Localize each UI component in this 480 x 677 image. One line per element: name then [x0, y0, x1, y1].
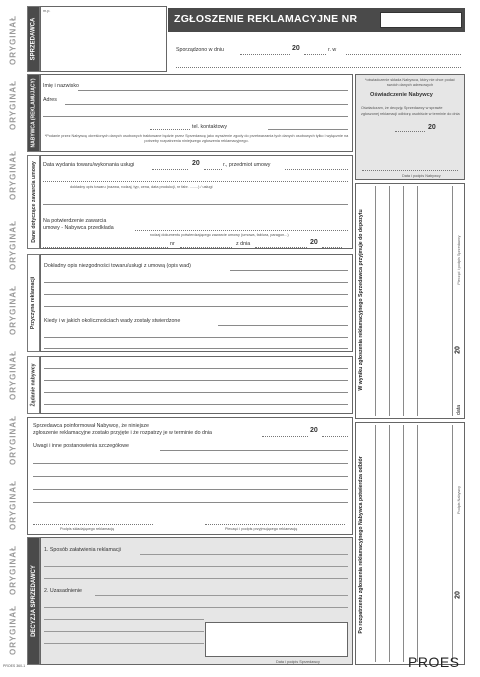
proof-nr-field[interactable]	[180, 247, 232, 248]
defect-when-label: Kiedy i w jakich okolicznościach wady zostały stwierdzone	[44, 318, 181, 324]
demand-line[interactable]	[44, 368, 348, 369]
proof-hint: rodzaj dokumentu potwierdzającego zawarcie umowy (umowa, faktura, paragon...)	[150, 233, 289, 237]
decision-line[interactable]	[44, 619, 204, 620]
defect-desc-field[interactable]	[230, 270, 348, 271]
original-mark: ORYGINAŁ	[8, 545, 18, 595]
declaration-note: *oświadczenie składa Nabywca, który nie chce podać swoich danych adresowych	[365, 78, 455, 87]
declaration-title: Oświadczenie Nabywcy	[370, 92, 433, 98]
drafted-place-field-2[interactable]	[176, 67, 461, 68]
pickup-line[interactable]	[403, 425, 404, 662]
form-title: ZGŁOSZENIE REKLAMACYJNE NR	[174, 13, 358, 25]
declaration-date-field[interactable]	[395, 131, 425, 132]
decision-line[interactable]	[44, 607, 348, 608]
original-mark: ORYGINAŁ	[8, 80, 18, 130]
drafted-place-field[interactable]	[346, 54, 461, 55]
drafted-date-label: Sporządzono w dniu	[176, 47, 224, 53]
declaration-box	[355, 74, 465, 180]
drafted-year-field[interactable]	[304, 54, 326, 55]
defect-when-field[interactable]	[218, 325, 348, 326]
buyer-address-field-2[interactable]	[43, 116, 348, 117]
deposit-sign-label: Pieczęć i podpis Sprzedawcy	[457, 235, 461, 285]
decision-line[interactable]	[44, 631, 204, 632]
buyer-address-field[interactable]	[65, 104, 348, 105]
defect-desc-label: Dokładny opis niezgodności towaru/usługi z umową (opis wad)	[44, 263, 191, 269]
acceptance-year-prefix: 20	[310, 427, 318, 434]
demand-box	[40, 356, 353, 414]
receiver-sign-label: Pieczęć i podpis przyjmującego reklamację	[225, 527, 298, 531]
buyer-name-label: Imię i nazwisko	[43, 83, 79, 89]
deposit-year-prefix: 20	[454, 346, 462, 354]
delivery-year-prefix: 20	[192, 160, 200, 167]
subject-label: r., przedmiot umowy	[223, 162, 271, 168]
original-mark: ORYGINAŁ	[8, 285, 18, 335]
remarks-line[interactable]	[33, 476, 348, 477]
remarks-label: Uwagi i inne postanowienia szczegółowe	[33, 443, 129, 449]
declaration-text: Oświadczam, że decyzję Sprzedawcy w sprawie zgłoszonej reklamacji odbiorę osobiście w terminie do dnia	[361, 106, 460, 116]
defect-when-line[interactable]	[44, 348, 348, 349]
deposit-line[interactable]	[375, 186, 376, 416]
place-label: r. w	[328, 47, 337, 53]
decision-line[interactable]	[44, 578, 348, 579]
declaration-sign-field[interactable]	[362, 170, 458, 171]
demand-line[interactable]	[44, 380, 348, 381]
proof-label-2: umowy - Nabywca przedkłada	[43, 225, 114, 231]
original-mark: ORYGINAŁ	[8, 150, 18, 200]
seller-info-line2: zgłoszenie reklamacyjne zostało przyjęte i że rozpatrzy je w terminie do dnia	[33, 430, 212, 436]
original-mark: ORYGINAŁ	[8, 480, 18, 530]
decision-sign-box[interactable]	[205, 622, 348, 657]
decision-line[interactable]	[44, 566, 348, 567]
proof-field[interactable]	[135, 230, 348, 231]
buyer-phone-field-2[interactable]	[268, 129, 348, 130]
pickup-sign-line[interactable]	[452, 425, 453, 662]
proof-nr-label: nr	[170, 241, 175, 247]
deposit-sign-line[interactable]	[452, 186, 453, 416]
buyer-name-field[interactable]	[78, 90, 348, 91]
decision-item-1: 1. Sposób załatwienia reklamacji	[44, 547, 121, 553]
decision-item2-field[interactable]	[95, 595, 348, 596]
deposit-line[interactable]	[417, 186, 418, 416]
seller-section-label: SPRZEDAWCA	[27, 6, 40, 72]
buyer-phone-field[interactable]	[150, 129, 190, 130]
subject-field[interactable]	[285, 169, 348, 170]
pickup-line[interactable]	[417, 425, 418, 662]
remarks-line[interactable]	[33, 463, 348, 464]
pickup-year-prefix: 20	[454, 591, 462, 599]
original-mark: ORYGINAŁ	[8, 15, 18, 65]
form-code: PROES 360-1	[3, 664, 26, 668]
remarks-field[interactable]	[160, 450, 348, 451]
description-field[interactable]	[43, 204, 348, 205]
original-mark: ORYGINAŁ	[8, 415, 18, 465]
stamp-label: m.p.	[43, 9, 51, 13]
decision-item-2: 2. Uzasadnienie	[44, 588, 82, 594]
defect-section-label: Przyczyna reklamacji	[27, 254, 40, 352]
defect-when-line[interactable]	[44, 337, 348, 338]
complainant-sign-field[interactable]	[33, 524, 153, 525]
buyer-address-label: Adres	[43, 97, 57, 103]
buyer-phone-label: tel. kontaktowy	[192, 124, 228, 130]
delivery-date-label: Data wydania towaru/wykonania usługi	[43, 162, 135, 168]
demand-section-label: Żądanie nabywcy	[27, 356, 40, 414]
seller-info-line1: Sprzedawca poinformował Nabywcę, że niniejsze	[33, 423, 149, 429]
decision-sign-label: Data i podpis Sprzedawcy	[276, 660, 320, 664]
deposit-box	[355, 183, 465, 419]
description-hint: dokładny opis towaru (nazwa, rodzaj, typ, cena, data produkcji, nr fabr. ........) / usługi	[70, 185, 213, 189]
demand-line[interactable]	[44, 392, 348, 393]
remarks-line[interactable]	[33, 489, 348, 490]
deposit-date-label: data	[456, 404, 462, 416]
decision-item1-field[interactable]	[140, 554, 348, 555]
proof-date-field[interactable]	[255, 247, 307, 248]
deposit-line[interactable]	[403, 186, 404, 416]
pickup-line[interactable]	[389, 425, 390, 662]
defect-desc-line[interactable]	[44, 306, 348, 307]
deposit-text: W wyniku zgłoszenia reklamacyjnego Sprzedawca przyjmuje do depozytu	[358, 209, 364, 391]
pickup-sign-label: Podpis Nabywcy	[457, 485, 461, 515]
decision-section-label: DECYZJA SPRZEDAWCY	[27, 537, 40, 665]
form-number-field[interactable]	[380, 12, 462, 28]
proof-year-field[interactable]	[322, 247, 342, 248]
defect-desc-line[interactable]	[44, 282, 348, 283]
original-mark: ORYGINAŁ	[8, 220, 18, 270]
year-prefix: 20	[292, 45, 300, 52]
pickup-text: Po rozpatrzeniu zgłoszenia reklamacyjnego Nabywca potwierdza odbiór	[358, 456, 364, 634]
proof-date-label: z dnia	[236, 241, 251, 247]
proof-label-1: Na potwierdzenie zawarcia	[43, 218, 107, 224]
acceptance-date-field[interactable]	[262, 436, 308, 437]
complainant-sign-label: Podpis składającego reklamację	[60, 527, 115, 531]
original-strip	[0, 0, 26, 665]
decision-line[interactable]	[44, 643, 204, 644]
proof-year-prefix: 20	[310, 239, 318, 246]
demand-line[interactable]	[44, 404, 348, 405]
defect-desc-line[interactable]	[44, 294, 348, 295]
deposit-line[interactable]	[389, 186, 390, 416]
delivery-date-field[interactable]	[152, 169, 188, 170]
drafted-date-field[interactable]	[240, 54, 290, 55]
acceptance-year-field[interactable]	[322, 436, 348, 437]
buyer-section-label: NABYWCA (REKLAMUJĄCY)	[27, 74, 40, 152]
declaration-sign-label: Data i podpis Nabywcy	[402, 174, 441, 178]
remarks-line[interactable]	[33, 502, 348, 503]
receiver-sign-field[interactable]	[205, 524, 345, 525]
pickup-box	[355, 422, 465, 665]
brand-logo: PROES	[408, 654, 460, 670]
declaration-year: 20	[428, 124, 436, 131]
subject-field-2[interactable]	[43, 181, 348, 182]
seller-stamp-box[interactable]	[40, 6, 167, 72]
buyer-consent-text: *Podanie przez Nabywcę określonych danych osobowych traktowane będzie przez Sprzedawcę jako wyrażenie zgody do przetwarzania tych danych osobowych tylko i wyłącznie na potrzeby rozpatrzenia niniejszego zgłoszenia reklamacyjnego.	[44, 134, 349, 143]
pickup-line[interactable]	[375, 425, 376, 662]
contract-section-label: Dane dotyczące zawarcia umowy	[27, 155, 40, 249]
proof-doc-field[interactable]	[43, 247, 168, 248]
delivery-year-field[interactable]	[204, 169, 222, 170]
original-mark: ORYGINAŁ	[8, 605, 18, 655]
original-mark: ORYGINAŁ	[8, 350, 18, 400]
